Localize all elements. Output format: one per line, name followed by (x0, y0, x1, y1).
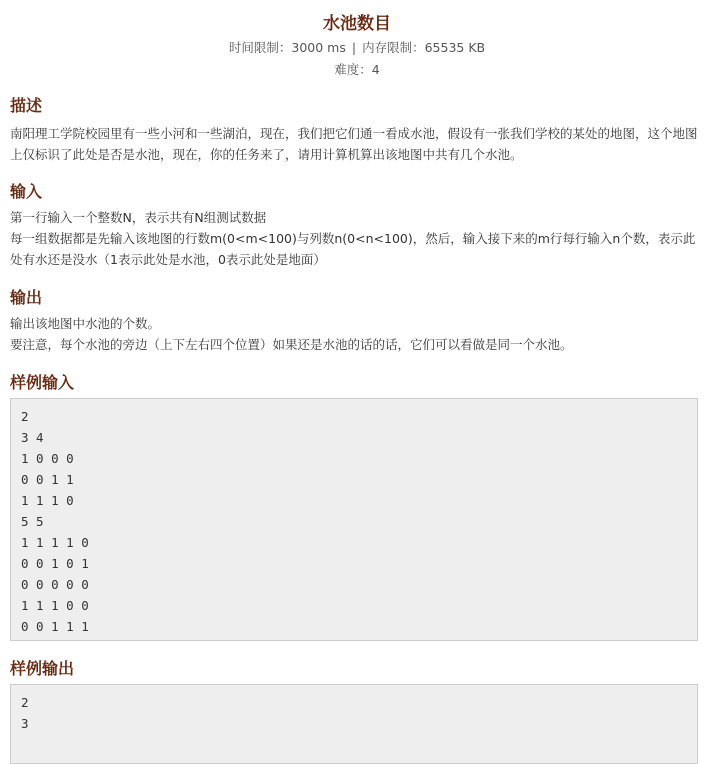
sample-input-line: 2 (21, 409, 29, 424)
description-text (10, 123, 704, 165)
output-line-1: 输出该地图中水池的个数。 (10, 316, 161, 331)
problem-title: 水池数目 (323, 14, 391, 34)
sample-input-heading: 样例输入 (10, 373, 75, 392)
sample-output-box (10, 684, 698, 764)
sample-input-line: 1 1 1 0 0 (21, 598, 89, 613)
sample-input-box (10, 398, 698, 641)
sample-input-line: 0 0 1 0 1 (21, 556, 89, 571)
output-heading: 输出 (10, 288, 43, 307)
sample-output-line: 3 (21, 716, 29, 731)
difficulty-value: 4 (371, 62, 380, 77)
input-line-2: 每一组数据都是先输入该地图的行数m(0<m<100)与列数n(0<n<100)，然后，输入接下来的m行每行输入n个数，表示此处有水还是没水（1表示此处是水池，0表示此处是地面） (10, 231, 696, 267)
sample-input-line: 1 1 1 0 (21, 493, 74, 508)
sample-input-line: 0 0 1 1 (21, 472, 74, 487)
limits-separator: | (351, 40, 357, 55)
time-limit-value: 3000 ms (291, 40, 346, 55)
sample-output-line: 2 (21, 695, 29, 710)
difficulty-line (0, 61, 714, 79)
input-line-1: 第一行输入一个整数N，表示共有N组测试数据 (10, 210, 267, 225)
input-heading: 输入 (10, 182, 43, 201)
description-heading: 描述 (10, 96, 43, 115)
output-text (10, 313, 704, 355)
sample-input-line: 1 0 0 0 (21, 451, 74, 466)
sample-output-heading: 样例输出 (10, 659, 75, 678)
description-paragraph: 南阳理工学院校园里有一些小河和一些湖泊，现在，我们把它们通一看成水池，假设有一张我们学校的某处的地图，这个地图上仅标识了此处是否是水池，现在，你的任务来了，请用计算机算出该地图中共有几个水池。 (10, 126, 698, 162)
sample-input-line: 0 0 1 1 1 (21, 619, 89, 634)
sample-input-line: 3 4 (21, 430, 44, 445)
memory-limit-value: 65535 KB (424, 40, 486, 55)
time-limit-label: 时间限制： (228, 40, 292, 55)
limits-line (0, 39, 714, 57)
sample-input-line: 5 5 (21, 514, 44, 529)
output-line-2: 要注意，每个水池的旁边（上下左右四个位置）如果还是水池的话的话，它们可以看做是同一个水池。 (10, 337, 573, 352)
input-text (10, 207, 704, 270)
difficulty-label: 难度： (334, 62, 372, 77)
sample-input-line: 0 0 0 0 0 (21, 577, 89, 592)
memory-limit-label: 内存限制： (362, 40, 425, 55)
sample-input-line: 1 1 1 1 0 (21, 535, 89, 550)
